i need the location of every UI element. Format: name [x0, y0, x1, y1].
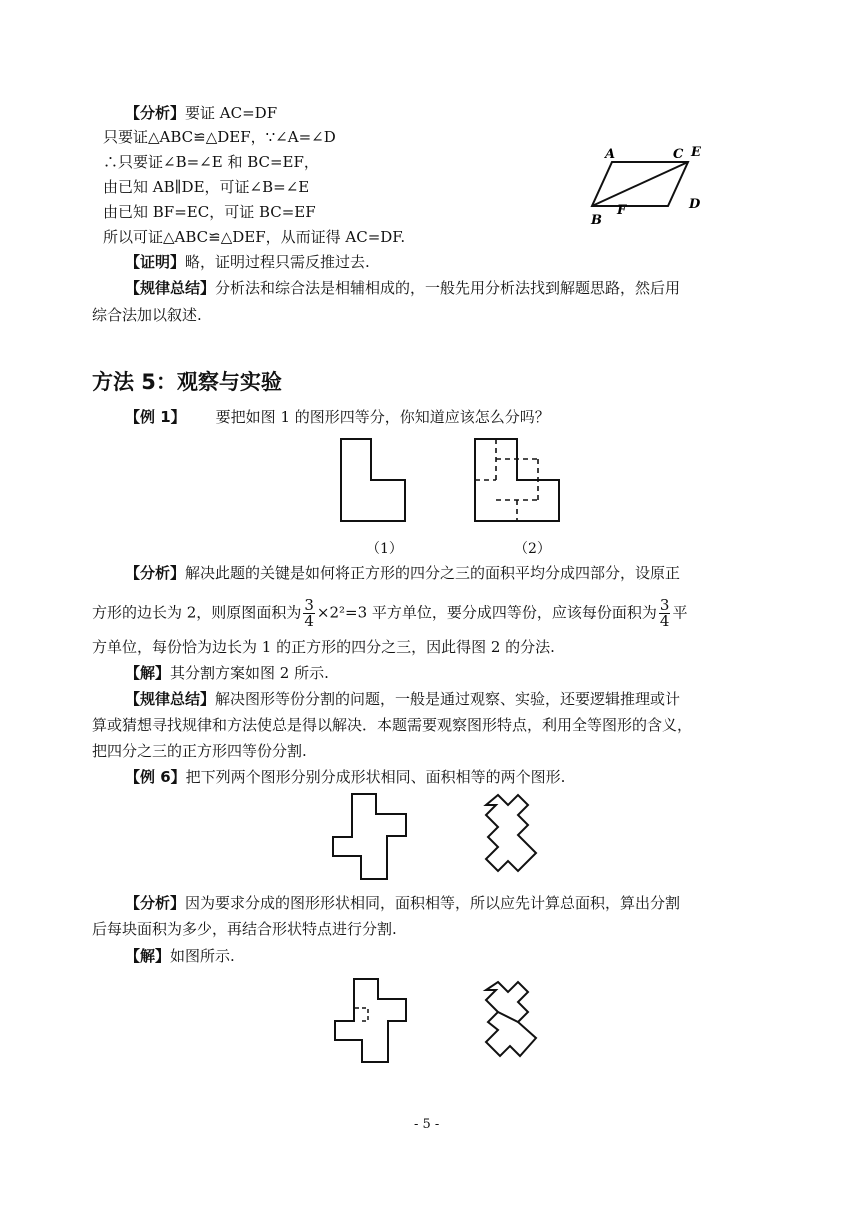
label-c: C — [673, 147, 684, 162]
label-e: E — [691, 145, 701, 160]
solution-2-line: 【解】如图所示. — [125, 947, 235, 965]
zigzag-shape-figure — [478, 793, 538, 879]
analysis-line-4: 由已知 AB∥DE，可证∠B=∠E — [103, 178, 310, 196]
label-b: B — [591, 213, 602, 228]
analysis-line-5: 由已知 BF=EC，可证 BC=EF — [103, 203, 316, 221]
analysis-2-line-b: 方形的边长为 2，则原图面积为 $\frac{3}{4}$ ×2²=3 平方单位，要分成四等份，应该每份面积为 $\frac{3}{4}$ 平 — [92, 596, 688, 630]
cut-line — [354, 1008, 368, 1021]
l-shape-figure-2 — [474, 438, 560, 522]
diagonal-line — [592, 162, 688, 206]
summary-1-line-a: 【规律总结】分析法和综合法是相辅相成的，一般先用分析法找到解题思路，然后用 — [125, 279, 681, 297]
page-number: - 5 - — [414, 1117, 440, 1132]
analysis-line-6: 所以可证△ABC≌△DEF，从而证得 AC=DF. — [103, 228, 406, 246]
label-f: F — [617, 203, 627, 218]
proof-line: 【证明】略，证明过程只需反推过去. — [125, 253, 370, 271]
zigzag-shape-divided-figure — [480, 980, 542, 1064]
fraction-three-quarters: $\frac{3}{4}$ — [304, 596, 314, 630]
cross-shape-divided-figure — [334, 978, 408, 1064]
caption-2: （2） — [514, 541, 551, 557]
summary-1-line-b: 综合法加以叙述. — [92, 306, 202, 324]
section-heading: 方法 5：观察与实验 — [92, 370, 282, 394]
analysis-line-2: 只要证△ABC≌△DEF，∵∠A=∠D — [103, 128, 336, 146]
solution-1-line: 【解】其分割方案如图 2 所示. — [125, 664, 329, 682]
summary-2-line-b: 算或猜想寻找规律和方法使总是得以解决．本题需要观察图形特点，利用全等图形的含义， — [92, 716, 693, 734]
analysis-line-3: ∴只要证∠B=∠E 和 BC=EF， — [103, 153, 319, 171]
fraction-three-quarters-2: $\frac{3}{4}$ — [659, 596, 670, 630]
cross-shape-figure — [332, 793, 408, 881]
analysis-line-1: 【分析】要证 AC=DF — [125, 104, 278, 122]
analysis-2-line-c: 方单位，每份恰为边长为 1 的正方形的四分之三，因此得图 2 的分法. — [92, 638, 555, 656]
analysis-3-line-b: 后每块面积为多少，再结合形状特点进行分割. — [92, 920, 397, 938]
caption-1: （1） — [366, 541, 403, 557]
l-shape-figure-1 — [340, 438, 406, 522]
summary-2-line-a: 【规律总结】解决图形等份分割的问题，一般是通过观察、实验，还要逻辑推理或计 — [125, 690, 681, 708]
analysis-3-line-a: 【分析】因为要求分成的图形形状相同，面积相等，所以应先计算总面积，算出分割 — [125, 894, 681, 912]
example-1-line: 【例 1】 要把如图 1 的图形四等分，你知道应该怎么分吗？ — [125, 408, 550, 426]
example-6-line: 【例 6】把下列两个图形分别分成形状相同、面积相等的两个图形. — [125, 768, 566, 786]
summary-2-line-c: 把四分之三的正方形四等份分割. — [92, 742, 307, 760]
label-d: D — [689, 197, 701, 212]
parallelogram-figure — [585, 140, 735, 230]
label-a: A — [605, 147, 616, 162]
divide-line — [498, 1012, 518, 1022]
analysis-2-line-a: 【分析】解决此题的关键是如何将正方形的四分之三的面积平均分成四部分，设原正 — [125, 564, 681, 582]
